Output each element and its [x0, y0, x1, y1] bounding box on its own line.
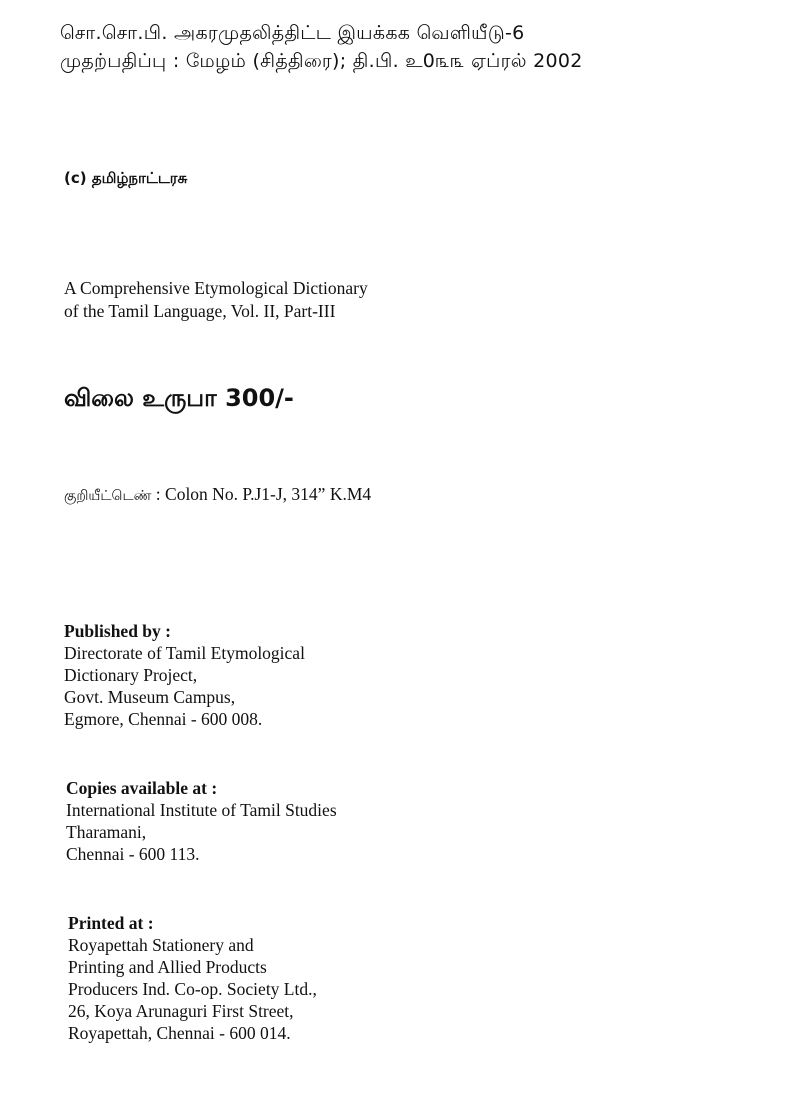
book-title-line-2: of the Tamil Language, Vol. II, Part-III	[64, 301, 336, 321]
class-number-value: : Colon No. P.J1-J, 314” K.M4	[155, 484, 372, 504]
distributor-line: International Institute of Tamil Studies	[66, 800, 337, 820]
publisher-line: Dictionary Project,	[64, 665, 198, 685]
publication-series-line: சொ.சொ.பி. அகரமுதலித்திட்ட இயக்கக வெளியீடு-6	[60, 22, 525, 44]
printer-line: Royapettah Stationery and	[68, 935, 254, 955]
publisher-line: Govt. Museum Campus,	[64, 687, 236, 707]
class-number-label: குறியீட்டெண்	[64, 488, 152, 504]
printer-line: Royapettah, Chennai - 600 014.	[68, 1023, 291, 1043]
distributor-line: Chennai - 600 113.	[66, 844, 200, 864]
printer-line: Producers Ind. Co-op. Society Ltd.,	[68, 979, 317, 999]
publisher-line: Egmore, Chennai - 600 008.	[64, 709, 263, 729]
price-line: விலை உருபா 300/-	[64, 384, 294, 412]
first-edition-line: முதற்பதிப்பு : மேழம் (சித்திரை); தி.பி. உ0௩௩ ஏப்ரல் 2002	[60, 50, 583, 72]
published-by-heading: Published by :	[64, 621, 171, 641]
book-title-line-1: A Comprehensive Etymological Dictionary	[64, 278, 368, 298]
publisher-line: Directorate of Tamil Etymological	[64, 643, 305, 663]
printer-line: Printing and Allied Products	[68, 957, 267, 977]
copyright-notice: (c) தமிழ்நாட்டரசு	[64, 169, 188, 187]
class-number-line	[64, 484, 371, 506]
copies-available-heading: Copies available at :	[66, 778, 218, 798]
distributor-line: Tharamani,	[66, 822, 147, 842]
printer-line: 26, Koya Arunaguri First Street,	[68, 1001, 294, 1021]
printed-at-heading: Printed at :	[68, 913, 154, 933]
